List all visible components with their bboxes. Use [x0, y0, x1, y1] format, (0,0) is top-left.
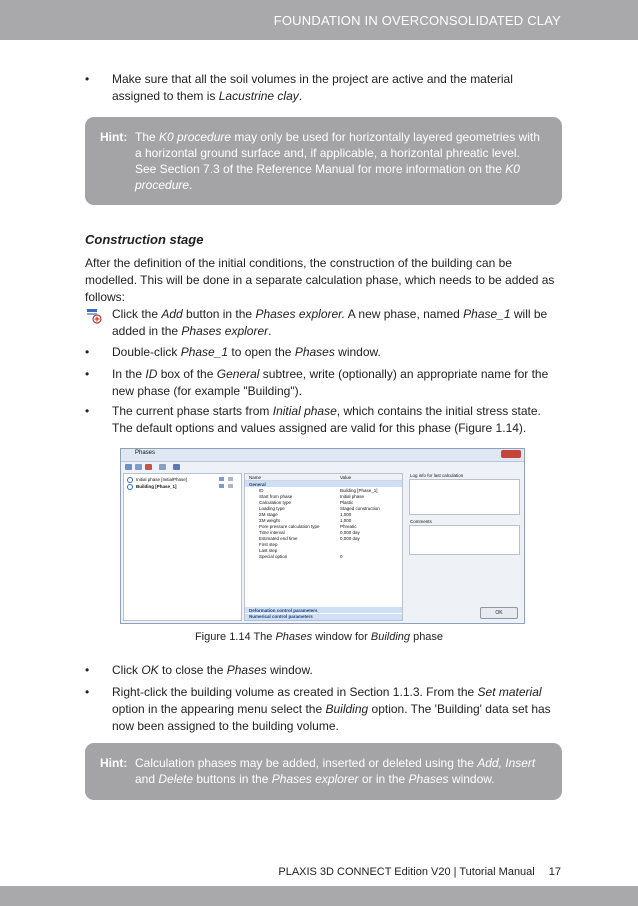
- log-label: Log info for last calculation: [410, 473, 464, 478]
- window-titlebar: [121, 449, 524, 462]
- hint-box-phases: [85, 743, 562, 800]
- property-value[interactable]: Plastic: [340, 500, 354, 505]
- figure-caption: Figure 1.14 The Phases window for Building phase: [194, 631, 444, 643]
- property-value[interactable]: Initial phase: [340, 494, 365, 499]
- step-id: In the ID box of the General subtree, write (optionally) an appropriate name for the new phase (for example "Building").: [112, 367, 549, 398]
- phase-status-icon: [127, 477, 133, 483]
- footer-bar: [0, 886, 638, 906]
- property-name: Loading type: [259, 506, 285, 511]
- bullet-dot: •: [85, 404, 90, 418]
- phase-option-icon[interactable]: [228, 484, 233, 488]
- phases-window-screenshot: [120, 448, 525, 624]
- view-icon[interactable]: [173, 464, 180, 470]
- property-name: ID: [259, 488, 264, 493]
- step-current-phase: The current phase starts from Initial phase, which contains the initial stress state. The default options and values assigned are valid for this phase (Figure 1.14).: [112, 404, 541, 435]
- step-right-click: Right-click the building volume as created in Section 1.1.3. From the Set material option in the appearing menu select the Building option. The 'Building' data set has now been assigned to the building volume.: [112, 685, 551, 733]
- log-box[interactable]: [409, 479, 520, 515]
- property-name: Time interval: [259, 530, 285, 535]
- bullet-dot: •: [85, 367, 90, 381]
- property-value[interactable]: Building [Phase_1]: [340, 488, 378, 493]
- page-number: 17: [548, 866, 561, 878]
- hint-text: The K0 procedure may only be used for horizontally layered geometries with a horizontal ground surface and, if applicable, a horizontal phreatic level. See Section 7.3 of the Reference Manual for more information on the K0 procedure.: [135, 130, 540, 192]
- section-title: Construction stage: [85, 232, 204, 247]
- footer-title: PLAXIS 3D CONNECT Edition V20 | Tutorial Manual: [278, 866, 535, 878]
- insert-phase-icon[interactable]: [135, 464, 142, 470]
- property-name: ΣM weight: [259, 518, 280, 523]
- bullet-dot: •: [85, 685, 90, 699]
- add-phase-icon: [86, 308, 102, 324]
- property-name: Start from phase: [259, 494, 293, 499]
- comments-label: Comments: [410, 519, 432, 524]
- window-toolbar: [121, 462, 524, 473]
- bullet-dot: •: [85, 663, 90, 677]
- phase-list-panel: [123, 473, 242, 621]
- window-title: Phases: [135, 450, 156, 456]
- property-value[interactable]: Phreatic: [340, 524, 357, 529]
- property-value[interactable]: 0,000 day: [340, 536, 360, 541]
- property-name: Pore pressure calculation type: [259, 524, 320, 529]
- bullet-dot: •: [85, 72, 90, 86]
- property-name: Special option: [259, 554, 288, 559]
- hint-box-k0: [85, 117, 562, 205]
- settings-icon[interactable]: [159, 464, 166, 470]
- property-value[interactable]: Staged construction: [340, 506, 380, 511]
- phase-status-icon: [127, 484, 133, 490]
- step-double-click: Double-click Phase_1 to open the Phases window.: [112, 345, 381, 359]
- hint-label: Hint:: [100, 130, 128, 144]
- phase-option-icon[interactable]: [228, 477, 233, 481]
- hint-text: Calculation phases may be added, inserted or deleted using the Add, Insert and Delete buttons in the Phases explorer or in the Phases window.: [135, 756, 536, 786]
- ok-button[interactable]: OK: [480, 607, 518, 619]
- intro-bullet: Make sure that all the soil volumes in the project are active and the material assigned to them is Lacustrine clay.: [112, 72, 513, 103]
- header-title: FOUNDATION IN OVERCONSOLIDATED CLAY: [273, 13, 561, 28]
- phase-option-icon[interactable]: [219, 477, 224, 481]
- header-bar: [0, 0, 638, 40]
- group-numerical[interactable]: Numerical control parameters: [249, 614, 313, 619]
- group-deformation[interactable]: Deformation control parameters: [249, 607, 318, 613]
- phase-option-icon[interactable]: [219, 484, 224, 488]
- property-name: ΣM stage: [259, 512, 278, 517]
- hint-label: Hint:: [100, 756, 128, 770]
- step-add: Click the Add button in the Phases explorer. A new phase, named Phase_1 will be added in the Phases explorer.: [112, 307, 548, 338]
- body-paragraph: After the definition of the initial conditions, the construction of the building can be modelled. This will be done in a separate calculation phase, which needs to be added as follows:: [85, 256, 555, 304]
- property-value[interactable]: 1,000: [340, 518, 352, 523]
- grid-header-value: Value: [340, 475, 352, 480]
- delete-phase-icon[interactable]: [145, 464, 152, 470]
- property-name: Estimated end time: [259, 536, 298, 541]
- close-icon[interactable]: [501, 450, 521, 458]
- property-name: Calculation type: [259, 500, 292, 505]
- comments-box[interactable]: [409, 525, 520, 555]
- phase-item[interactable]: Building [Phase_1]: [136, 484, 177, 489]
- property-value[interactable]: 0: [340, 554, 343, 559]
- property-name: Last step: [259, 548, 278, 553]
- property-value[interactable]: 1,000: [340, 512, 352, 517]
- grid-header-name: Name: [249, 475, 262, 480]
- step-ok: Click OK to close the Phases window.: [112, 663, 313, 677]
- property-value[interactable]: 0,000 day: [340, 530, 360, 535]
- phase-item[interactable]: Initial phase [InitialPhase]: [136, 477, 188, 482]
- property-name: First step: [259, 542, 278, 547]
- group-general[interactable]: General: [249, 481, 266, 487]
- bullet-dot: •: [85, 345, 90, 359]
- add-phase-icon[interactable]: [125, 464, 132, 470]
- footer: [278, 866, 561, 878]
- property-grid: [244, 473, 403, 621]
